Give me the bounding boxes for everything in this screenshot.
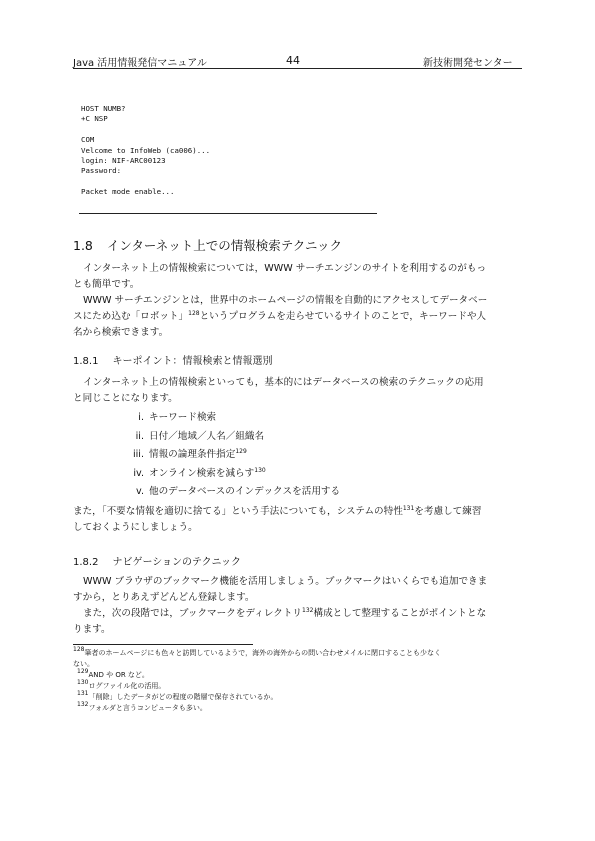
- code-line: Velcome to InfoWeb (ca006)...: [81, 145, 211, 155]
- list-item-text: 情報の論理条件指定: [149, 449, 236, 460]
- text-line: 名から検索できます。: [73, 327, 169, 338]
- list-marker: v.: [136, 486, 144, 497]
- code-line: HOST NUMB?: [81, 104, 126, 113]
- footnote-number: 131: [77, 690, 89, 697]
- text-segment: また，次の段階では，ブックマークをディレクトリ: [83, 608, 303, 619]
- text-line: すから，とりあえずどんどん登録します。: [73, 592, 255, 603]
- subsection-heading: [73, 553, 241, 568]
- text-line: インターネット上の情報検索については，WWW サーチエンジンのサイトを利用するのがもっ: [83, 263, 487, 274]
- footnote-continuation: ない。: [73, 660, 94, 668]
- footnote-number: 132: [77, 701, 89, 708]
- text-segment: 構成として整理することがポイントとな: [313, 608, 487, 619]
- text-line: WWW サーチエンジンとは，世界中のホームページの情報を自動的にアクセスしてデータベー: [83, 295, 488, 306]
- footnote: [73, 703, 525, 714]
- text-segment: というプログラムを走らせているサイトのことで，キーワードや人: [199, 311, 487, 322]
- footnote-number: 128: [73, 646, 85, 653]
- subsection-title: ナビゲーションのテクニック: [112, 557, 242, 568]
- footnote: [73, 681, 525, 692]
- text-segment: スにため込む「ロボット」: [73, 311, 189, 322]
- code-line: Password:: [81, 166, 122, 176]
- running-header-title: Java 活用情報発信マニュアル: [73, 58, 207, 69]
- list-marker: iii.: [132, 449, 144, 460]
- text-line: [73, 504, 523, 520]
- paragraph-navigation: [73, 574, 523, 638]
- code-block-rule: [79, 213, 377, 214]
- footnote-number: 130: [77, 679, 89, 686]
- paragraph-discard: [73, 504, 523, 536]
- footnote-number: 129: [77, 668, 89, 675]
- subsection-number: 1.8.1: [73, 356, 99, 367]
- code-line: Packet mode enable...: [81, 187, 175, 197]
- text-line: ります。: [73, 624, 111, 635]
- code-line: login: NIF-ARC00123: [81, 156, 166, 166]
- list-item-text: 日付／地域／人名／組織名: [149, 431, 265, 442]
- list-marker: ii.: [135, 431, 144, 442]
- list-item: [120, 483, 340, 497]
- paragraph-intro: [73, 261, 523, 341]
- paragraph-keypoint: [73, 375, 523, 407]
- text-line: インターネット上の情報検索といっても，基本的にはデータベースの検索のテクニックの応用: [83, 377, 484, 388]
- list-item: [120, 465, 266, 479]
- code-line: COM: [81, 135, 95, 145]
- text-segment: を考慮して練習: [414, 506, 482, 517]
- list-marker: i.: [138, 412, 144, 423]
- list-item: [120, 446, 247, 460]
- text-line: と同じことになります。: [73, 393, 178, 404]
- subsection-number: 1.8.2: [73, 557, 99, 568]
- footnote: [73, 692, 525, 703]
- subsection-title: キーポイント：情報検索と情報選別: [112, 356, 273, 367]
- header-rule: [73, 68, 522, 69]
- text-line: とも簡単です。: [73, 279, 140, 290]
- section-title: インターネット上での情報検索テクニック: [106, 238, 343, 253]
- footnote-text: ログファイル化の活用。: [88, 682, 166, 690]
- footnote: [73, 670, 525, 681]
- list-item: [120, 409, 216, 423]
- footnote: [73, 648, 525, 659]
- text-line: しておくようにしましょう。: [73, 522, 198, 533]
- list-item-text: キーワード検索: [149, 412, 217, 423]
- text-line: [73, 309, 523, 325]
- footnote-ref: 132: [302, 607, 314, 614]
- footnote-ref: 128: [188, 310, 200, 317]
- running-header-organization: 新技術開発センター: [423, 58, 513, 69]
- text-line: [73, 606, 523, 622]
- text-segment: また，「不要な情報を適切に捨てる」という手法についても，システムの特性: [73, 506, 403, 517]
- page-number: 44: [286, 54, 300, 67]
- footnote-ref: 130: [254, 467, 266, 474]
- footnote-text: 「削除」したデータがどの程度の階層で保存されているか。: [88, 693, 278, 701]
- footnote-ref: 131: [402, 505, 415, 512]
- footnotes: [73, 648, 525, 714]
- footnote-text: フォルダと言うコンピュータも多い。: [88, 704, 207, 712]
- footnote-text: AND や OR など。: [88, 671, 149, 679]
- text-line: WWW ブラウザのブックマーク機能を活用しましょう。ブックマークはいくらでも追加できま: [83, 576, 488, 587]
- footnote-text: 筆者のホームページにも色々と訪問しているようで，海外の海外からの問い合わせメイルに閉口することも少なく: [84, 649, 442, 657]
- terminal-code-block: [81, 104, 210, 198]
- footnote-rule: [73, 644, 253, 645]
- subsection-heading: [73, 352, 272, 367]
- list-item: [120, 428, 264, 442]
- list-item-text: オンライン検索を減らす: [149, 468, 255, 479]
- footnote-ref: 129: [235, 448, 247, 455]
- list-marker: iv.: [133, 468, 144, 479]
- section-heading: [73, 236, 342, 254]
- section-number: 1.8: [73, 238, 93, 253]
- list-item-text: 他のデータベースのインデックスを活用する: [149, 486, 341, 497]
- code-line: +C NSP: [81, 114, 108, 124]
